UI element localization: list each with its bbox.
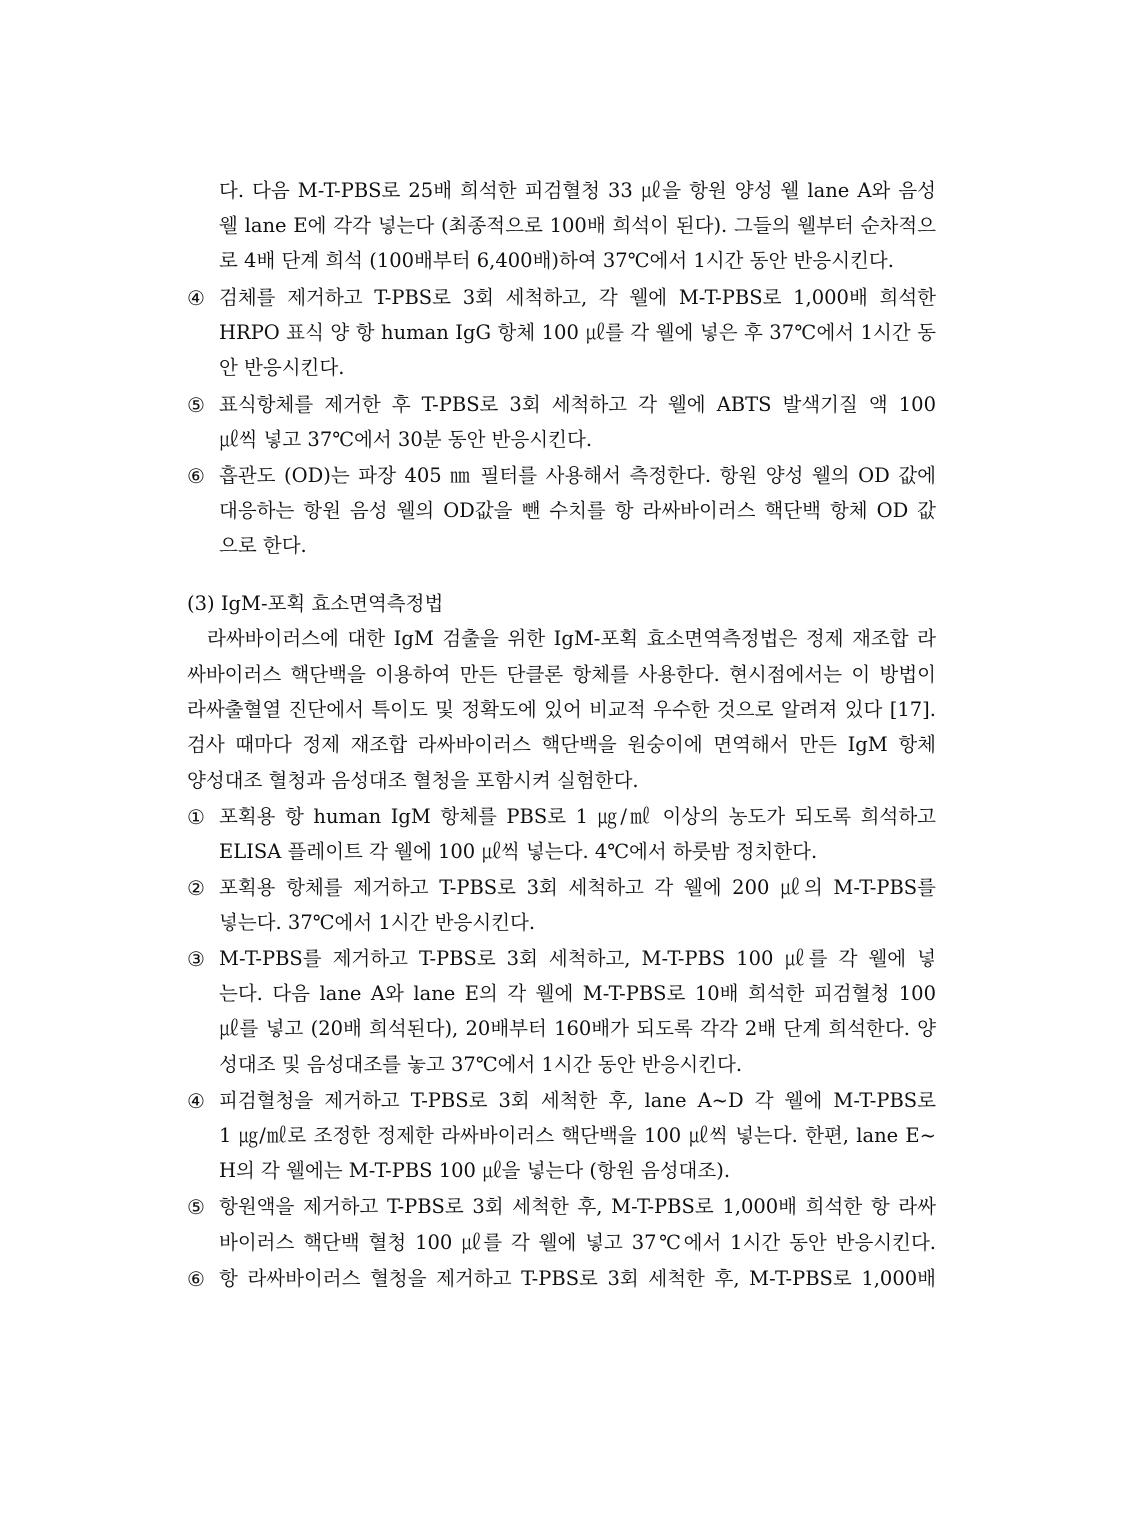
text-line: 검체를 제거하고 T-PBS로 3회 세척하고, 각 웰에 M-T-PBS로 1,000배 희석한 <box>219 286 936 309</box>
step-number: ③ <box>187 947 205 971</box>
text-line: 바이러스 핵단백 혈청 100 ㎕를 각 웰에 넣고 37℃에서 1시간 동안 반응시킨다. <box>219 1231 936 1254</box>
text-line: HRPO 표식 양 항 human IgG 항체 100 ㎕를 각 웰에 넣은 후 37℃에서 1시간 동 <box>219 321 936 344</box>
text-line: 라싸출혈열 진단에서 특이도 및 정확도에 있어 비교적 우수한 것으로 알려져 있다 [17]. <box>187 698 936 721</box>
text-line: 로 4배 단계 희석 (100배부터 6,400배)하여 37℃에서 1시간 동안 반응시킨다. <box>219 249 894 272</box>
text-line: M-T-PBS를 제거하고 T-PBS로 3회 세척하고, M-T-PBS 100 ㎕를 각 웰에 넣 <box>219 947 936 970</box>
text-line: 라싸바이러스에 대한 IgM 검출을 위한 IgM-포획 효소면역측정법은 정제 재조합 라 <box>207 627 936 650</box>
text-line: 웰 lane E에 각각 넣는다 (최종적으로 100배 희석이 된다). 그들의 웰부터 순차적으 <box>219 214 936 237</box>
text-line: 포획용 항 human IgM 항체를 PBS로 1 ㎍/㎖ 이상의 농도가 되도록 희석하고 <box>219 805 936 828</box>
step-number: ② <box>187 876 205 900</box>
step-number: ④ <box>187 1089 205 1113</box>
text-line: 성대조 및 음성대조를 놓고 37℃에서 1시간 동안 반응시킨다. <box>219 1053 743 1076</box>
text-line: 다. 다음 M-T-PBS로 25배 희석한 피검혈청 33 ㎕을 항원 양성 웰 lane A와 음성 <box>219 179 936 202</box>
text-line: 넣는다. 37℃에서 1시간 반응시킨다. <box>219 911 536 934</box>
text-line: 양성대조 혈청과 음성대조 혈청을 포함시켜 실험한다. <box>187 769 639 792</box>
text-line: 피검혈청을 제거하고 T-PBS로 3회 세척한 후, lane A~D 각 웰에 M-T-PBS로 <box>219 1089 936 1112</box>
text-line: 는다. 다음 lane A와 lane E의 각 웰에 M-T-PBS로 10배 희석한 피검혈청 100 <box>219 982 936 1005</box>
text-line: 으로 한다. <box>219 534 307 557</box>
step-number: ⑤ <box>187 393 205 417</box>
step-number: ⑤ <box>187 1195 205 1219</box>
step-number: ① <box>187 805 205 829</box>
text-line: 1 ㎍/㎖로 조정한 정제한 라싸바이러스 핵단백을 100 ㎕씩 넣는다. 한편, lane E~ <box>219 1124 936 1147</box>
text-line: 흡관도 (OD)는 파장 405 ㎚ 필터를 사용해서 측정한다. 항원 양성 웰의 OD 값에 <box>219 464 936 487</box>
text-line: ㎕씩 넣고 37℃에서 30분 동안 반응시킨다. <box>219 428 593 451</box>
text-line: 표식항체를 제거한 후 T-PBS로 3회 세척하고 각 웰에 ABTS 발색기질 액 100 <box>219 393 936 416</box>
text-line: 안 반응시킨다. <box>219 356 345 379</box>
step-number: ⑥ <box>187 464 205 488</box>
text-line: 검사 때마다 정제 재조합 라싸바이러스 핵단백을 원숭이에 면역해서 만든 IgM 항체 <box>187 733 936 756</box>
text-line: ㎕를 넣고 (20배 희석된다), 20배부터 160배가 되도록 각각 2배 단계 희석한다. 양 <box>219 1017 936 1040</box>
text-line: H의 각 웰에는 M-T-PBS 100 ㎕을 넣는다 (항원 음성대조). <box>219 1159 731 1182</box>
text-line: 싸바이러스 핵단백을 이용하여 만든 단클론 항체를 사용한다. 현시점에서는 이 방법이 <box>187 663 936 686</box>
text-line: 항 라싸바이러스 혈청을 제거하고 T-PBS로 3회 세척한 후, M-T-PBS로 1,000배 <box>219 1267 936 1290</box>
text-line: ELISA 플레이트 각 웰에 100 ㎕씩 넣는다. 4℃에서 하룻밤 정치한다. <box>219 840 818 863</box>
text-line: 대응하는 항원 음성 웰의 OD값을 뺀 수치를 항 라싸바이러스 핵단백 항체 OD 값 <box>219 499 936 522</box>
text-line: 포획용 항체를 제거하고 T-PBS로 3회 세척하고 각 웰에 200 ㎕의 M-T-PBS를 <box>219 876 936 899</box>
section-heading: (3) IgM-포획 효소면역측정법 <box>187 592 444 615</box>
text-line: 항원액을 제거하고 T-PBS로 3회 세척한 후, M-T-PBS로 1,000배 희석한 항 라싸 <box>219 1195 936 1218</box>
step-number: ⑥ <box>187 1267 205 1291</box>
step-number: ④ <box>187 286 205 310</box>
